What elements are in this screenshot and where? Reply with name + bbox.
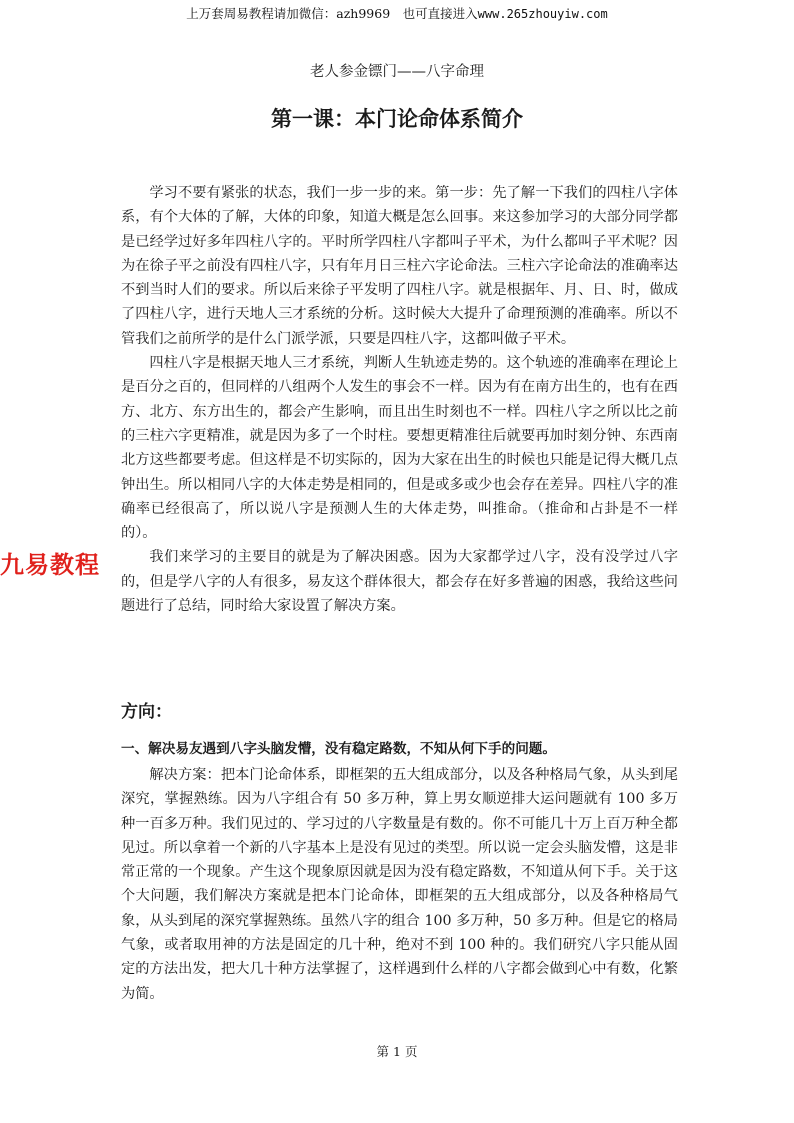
paragraph: 四柱八字是根据天地人三才系统，判断人生轨迹走势的。这个轨迹的准确率在理论上是百分之百的，但同样的八组两个人发生的事会不一样。因为有在南方出生的，也有在西方、北方、东方出生的，都会产生影响，而且出生时刻也不一样。四柱八字之所以比之前的三柱六字更精准，就是因为多了一个时柱。要想更精准往后就要再加时刻分钟、东西南北方这些都要考虑。但这样是不切实际的，因为大家在出生的时候也只能是记得大概几点钟出生。所以相同八字的大体走势是相同的，但是或多或少也会存在差异。四柱八字的准确率已经很高了，所以说八字是预测人生的大体走势，叫推命。（推命和占卦是不一样的）。 [121, 355, 678, 542]
paragraph: 我们来学习的主要目的就是为了解决困惑。因为大家都学过八字，没有没学过八字的，但是学八字的人有很多，易友这个群体很大，都会存在好多普遍的困惑，我给这些问题进行了总结，同时给大家设置了解决方案。 [121, 549, 678, 615]
problem-heading: 一、解决易友遇到八字头脑发懵，没有稳定路数，不知从何下手的问题。 [121, 741, 556, 757]
header-banner [0, 4, 794, 22]
solution-paragraph: 解决方案：把本门论命体系，即框架的五大组成部分，以及各种格局气象，从头到尾深究，掌握熟练。因为八字组合有 50 多万种，算上男女顺逆排大运问题就有 100 多万种一百多万种。我们见过的、学习过的八字数量是有数的。你不可能几十万上百万种全都见过。所以拿着一个新的八字基本上是没有见过的类型。所以说一定会头脑发懵，这是非常正常的一个现象。产生这个现象原因就是因为没有稳定路数，不知道从何下手。关于这个大问题，我们解决方案就是把本门论命体，即框架的五大组成部分，以及各种格局气象，从头到尾的深究掌握熟练。虽然八字的组合 100 多万种，50 多万种。但是它的格局气象，或者取用神的方法是固定的几十种，绝对不到 100 种的。我们研究八字只能从固定的方法出发，把大几十种方法掌握了，这样遇到什么样的八字都会做到心中有数，化繁为简。 [121, 767, 678, 1002]
section-heading: 方向： [121, 702, 172, 722]
watermark-logo: 九易教程 [0, 551, 100, 579]
header-url-link[interactable]: www.265zhouyiw.com [477, 7, 608, 21]
intro-body [121, 181, 678, 618]
page-number: 第 1 页 [376, 1044, 418, 1059]
lesson-title: 第一课：本门论命体系简介 [271, 107, 523, 131]
paragraph: 学习不要有紧张的状态，我们一步一步的来。第一步：先了解一下我们的四柱八字体系，有个大体的了解，大体的印象，知道大概是怎么回事。来这参加学习的大部分同学都是已经学过好多年四柱八字的。平时所学四柱八字都叫子平术，为什么都叫子平术呢？因为在徐子平之前没有四柱八字，只有年月日三柱六字论命法。三柱六字论命法的准确率达不到当时人们的要求。所以后来徐子平发明了四柱八字。就是根据年、月、日、时，做成了四柱八字，进行天地人三才系统的分析。这时候大大提升了命理预测的准确率。所以不管我们之前所学的是什么门派学派，只要是四柱八字，这都叫做子平术。 [121, 185, 678, 347]
solution-body [121, 763, 678, 1006]
header-text: 上万套周易教程请加微信：azh9969 也可直接进入 [186, 6, 478, 21]
document-subtitle: 老人参金镖门——八字命理 [310, 64, 484, 80]
